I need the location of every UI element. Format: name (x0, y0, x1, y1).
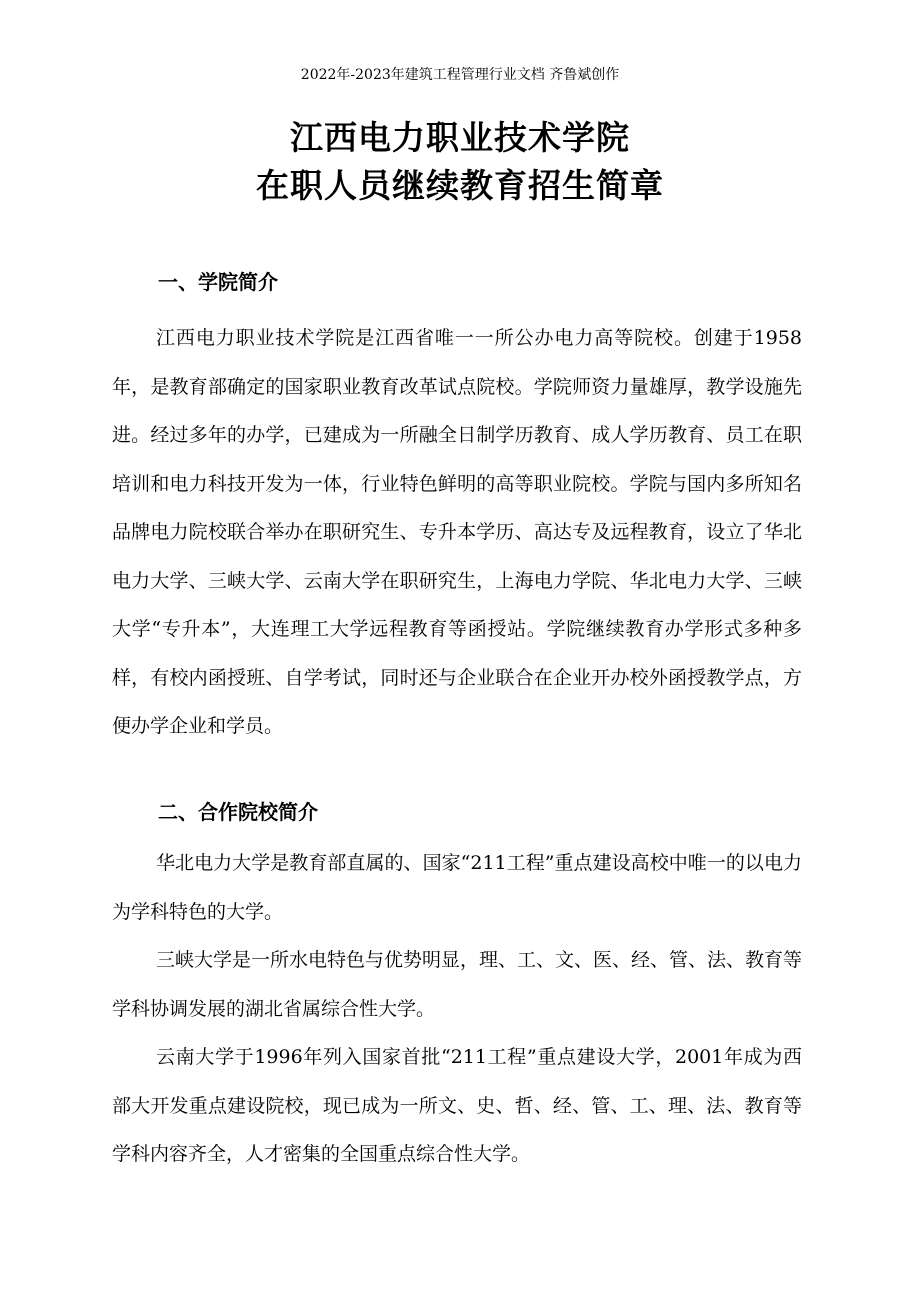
document-title-line-1: 江西电力职业技术学院 (290, 118, 630, 157)
section-heading-college-intro: 一、学院简介 (158, 270, 278, 294)
paragraph-college-intro: 江西电力职业技术学院是江西省唯一一所公办电力高等院校。创建于1958年，是教育部确定的国家职业教育改革试点院校。学院师资力量雄厚，教学设施先进。经过多年的办学，已建成为一所融全日制学历教育、成人学历教育、员工在职培训和电力科技开发为一体，行业特色鲜明的高等职业院校。学院与国内多所知名品牌电力院校联合举办在职研究生、专升本学历、高达专及远程教育，设立了华北电力大学、三峡大学、云南大学在职研究生，上海电力学院、华北电力大学、三峡大学“专升本”，大连理工大学远程教育等函授站。学院继续教育办学形式多种多样，有校内函授班、自学考试，同时还与企业联合在企业开办校外函授教学点，方便办学企业和学员。 (112, 327, 802, 737)
section-heading-partner-schools: 二、合作院校简介 (158, 800, 318, 824)
page-header: 2022年-2023年建筑工程管理行业文档 齐鲁斌创作 (300, 67, 620, 83)
paragraph-ynu: 云南大学于1996年列入国家首批“211工程”重点建设大学，2001年成为西部大开发重点建设院校，现已成为一所文、史、哲、经、管、工、理、法、教育等学科内容齐全，人才密集的全国重点综合性大学。 (112, 1046, 802, 1165)
document-title-line-2: 在职人员继续教育招生简章 (256, 166, 664, 205)
paragraph-ctgu: 三峡大学是一所水电特色与优势明显，理、工、文、医、经、管、法、教育等学科协调发展的湖北省属综合性大学。 (112, 949, 803, 1020)
paragraph-ncepu: 华北电力大学是教育部直属的、国家“211工程”重点建设高校中唯一的以电力为学科特色的大学。 (112, 852, 802, 923)
